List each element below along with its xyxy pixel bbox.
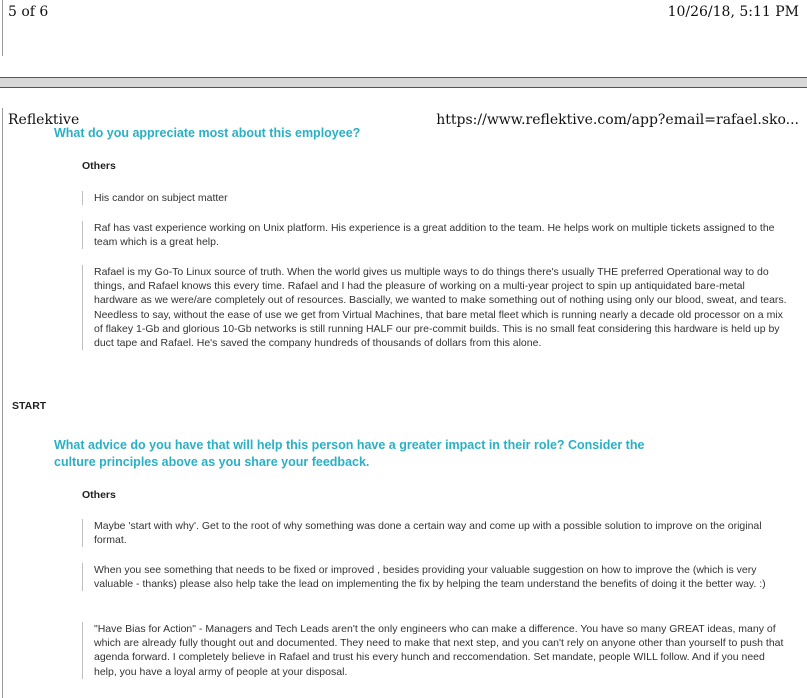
page-break-divider bbox=[0, 77, 807, 88]
page-url: https://www.reflektive.com/app?email=rafael.sko... bbox=[436, 112, 799, 128]
feedback-answer: Maybe 'start with why'. Get to the root of why something was done a certain way and come up with a possible solution to improve on the original format. bbox=[82, 519, 788, 547]
feedback-answer: When you see something that needs to be fixed or improved , besides providing your valuable suggestion on how to improve the (which is very valuable - thanks) please also help take the lead on implementing the fix by helping the team understand the benefits of doing it the better way. :) bbox=[82, 563, 788, 591]
question-advice: What advice do you have that will help this person have a greater impact in their role? Consider the culture principles above as you share your feedback. bbox=[54, 438, 645, 469]
feedback-answer: "Have Bias for Action" - Managers and Tech Leads aren't the only engineers who can make a difference. You have so many GREAT ideas, many of which are already fully thought out and documented. They need to make that next step, and you can't rely on anyone other than yourself to push that agenda forward. I completely believe in Rafael and trust his every hunch and reccomendation. Set mandate, people WILL follow. And if you need help, you have a loyal army of people at your disposal. bbox=[82, 622, 788, 679]
page-number: 5 of 6 bbox=[8, 4, 49, 20]
print-footer-prev-page bbox=[0, 0, 807, 56]
page-edge-line bbox=[2, 108, 3, 698]
feedback-answer: Rafael is my Go-To Linux source of truth. When the world gives us multiple ways to do things there's usually THE preferred Operational way to do things, and Rafael knows this every time. Rafael and I had the pleasure of working on a multi-year project to spin up antiquidated bare-metal hardware as we were/are completely out of resources. Bascially, we wanted to make something out of nothing using only our blood, sweat, and tears. Needless to say, without the ease of use we get from Virtual Machines, that bare metal fleet which is running nearly a decade old processor on a mix of flakey 1-Gb and glorious 10-Gb networks is still running HALF our pre-commit builds. This is no small feat considering this hardware is held up by duct tape and Rafael. He's saved the company hundreds of thousands of dollars from this alone. bbox=[82, 265, 788, 350]
print-datetime: 10/26/18, 5:11 PM bbox=[667, 4, 799, 20]
section-heading-start: START bbox=[12, 400, 47, 412]
feedback-answer: His candor on subject matter bbox=[82, 191, 788, 205]
question-appreciate: What do you appreciate most about this employee? bbox=[54, 126, 361, 140]
group-label-others: Others bbox=[82, 160, 116, 172]
page-edge-line bbox=[2, 0, 3, 56]
site-name: Reflektive bbox=[8, 112, 80, 128]
feedback-answer: Raf has vast experience working on Unix platform. His experience is a great addition to the team. He helps work on multiple tickets assigned to the team which is a great help. bbox=[82, 221, 788, 249]
group-label-others: Others bbox=[82, 489, 116, 501]
